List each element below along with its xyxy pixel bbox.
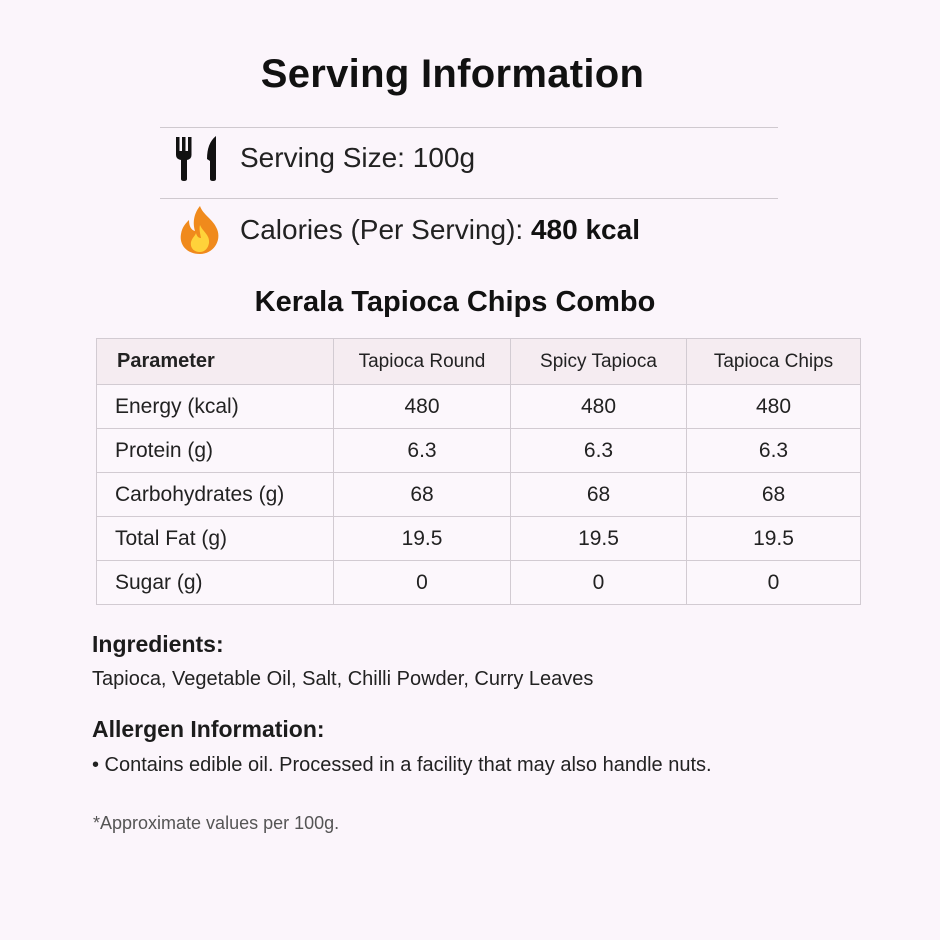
table-cell: 480 — [511, 385, 687, 429]
calories-value: 480 kcal — [530, 214, 640, 245]
table-cell: 6.3 — [334, 429, 511, 473]
table-cell: 68 — [334, 473, 511, 517]
calories-text — [240, 214, 640, 246]
allergen-heading: Allergen Information: — [92, 716, 325, 742]
table-title: Kerala Tapioca Chips Combo — [254, 286, 656, 318]
calories-label: Calories (Per Serving): — [240, 214, 531, 245]
parameter-name: Sugar (g) — [97, 561, 334, 605]
serving-size-row — [160, 126, 778, 190]
calories-row — [160, 198, 778, 262]
table-cell: 19.5 — [687, 517, 861, 561]
allergen-text: • Contains edible oil. Processed in a facility that may also handle nuts. — [92, 754, 712, 776]
table-cell: 0 — [511, 561, 687, 605]
table-cell: 480 — [334, 385, 511, 429]
column-header: Tapioca Chips — [687, 339, 861, 385]
table-cell: 19.5 — [511, 517, 687, 561]
parameter-name: Protein (g) — [97, 429, 334, 473]
table-cell: 19.5 — [334, 517, 511, 561]
parameter-name: Total Fat (g) — [97, 517, 334, 561]
serving-size-text: Serving Size: 100g — [240, 142, 476, 173]
table-row — [97, 517, 861, 561]
parameter-name: Carbohydrates (g) — [97, 473, 334, 517]
footnote: *Approximate values per 100g. — [93, 813, 340, 833]
table-cell: 0 — [687, 561, 861, 605]
fork-knife-icon — [160, 133, 240, 183]
table-cell: 68 — [687, 473, 861, 517]
table-cell: 6.3 — [687, 429, 861, 473]
table-cell: 6.3 — [511, 429, 687, 473]
table-row — [97, 385, 861, 429]
page-title: Serving Information — [260, 52, 645, 96]
table-row — [97, 429, 861, 473]
table-header-row — [97, 339, 861, 385]
column-header: Parameter — [97, 339, 334, 385]
ingredients-text: Tapioca, Vegetable Oil, Salt, Chilli Powder, Curry Leaves — [92, 668, 594, 690]
table-row — [97, 473, 861, 517]
table-row — [97, 561, 861, 605]
ingredients-heading: Ingredients: — [92, 631, 224, 657]
fire-icon — [160, 203, 240, 257]
nutrition-table — [96, 338, 861, 605]
column-header: Spicy Tapioca — [511, 339, 687, 385]
parameter-name: Energy (kcal) — [97, 385, 334, 429]
column-header: Tapioca Round — [334, 339, 511, 385]
table-cell: 480 — [687, 385, 861, 429]
table-cell: 0 — [334, 561, 511, 605]
table-cell: 68 — [511, 473, 687, 517]
